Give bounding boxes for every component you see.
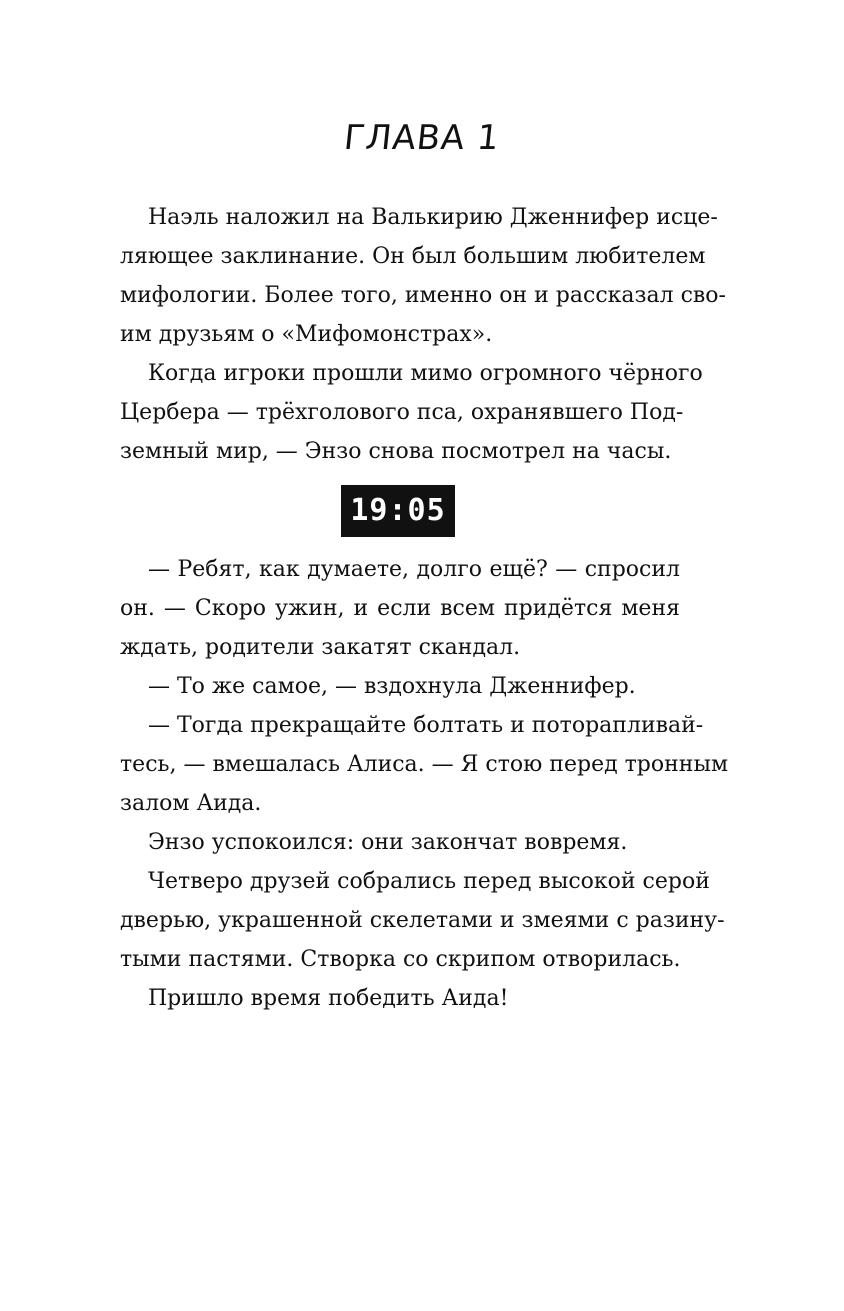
text-line: мифологии. Более того, именно он и рассказал сво- bbox=[120, 283, 726, 308]
text-line: дверью, украшенной скелетами и змеями с разину- bbox=[120, 908, 725, 933]
text-line: — То же самое, — вздохнула Дженнифер. bbox=[148, 674, 636, 699]
text-line: земный мир, — Энзо снова посмотрел на часы. bbox=[120, 439, 672, 464]
text-line: им друзьям о «Мифомонстрах». bbox=[120, 322, 493, 347]
text-block-bottom bbox=[120, 550, 729, 1018]
text-line: — Тогда прекращайте болтать и поторапливай- bbox=[148, 713, 704, 738]
text-line: Пришло время победить Аида! bbox=[148, 986, 509, 1011]
text-line: он. — Скоро ужин, и если всем придётся меня bbox=[120, 596, 680, 621]
chapter-title: ГЛАВА 1 bbox=[342, 118, 502, 158]
paragraph bbox=[148, 823, 680, 862]
paragraph bbox=[148, 979, 680, 1018]
paragraph bbox=[120, 354, 703, 471]
paragraph bbox=[148, 667, 680, 706]
paragraph bbox=[120, 706, 729, 823]
text-line: — Ребят, как думаете, долго ещё? — спросил bbox=[148, 557, 680, 582]
text-line: Четверо друзей собрались перед высокой серой bbox=[148, 869, 710, 894]
text-block-top bbox=[120, 198, 726, 471]
clock-display: 19:05 bbox=[341, 485, 455, 537]
text-line: ждать, родители закатят скандал. bbox=[120, 635, 521, 660]
paragraph bbox=[120, 862, 725, 979]
text-line: Наэль наложил на Валькирию Дженнифер исце- bbox=[148, 205, 718, 230]
paragraph bbox=[120, 550, 680, 667]
text-line: залом Аида. bbox=[120, 791, 262, 816]
text-line: Энзо успокоился: они закончат вовремя. bbox=[148, 830, 628, 855]
paragraph bbox=[120, 198, 726, 354]
text-line: ляющее заклинание. Он был большим любителем bbox=[120, 244, 706, 269]
text-line: Цербера — трёхголового пса, охранявшего Под- bbox=[120, 400, 684, 425]
text-line: тыми пастями. Створка со скрипом отворилась. bbox=[120, 947, 681, 972]
text-line: Когда игроки прошли мимо огромного чёрного bbox=[148, 361, 703, 386]
text-line: тесь, — вмешалась Алиса. — Я стою перед тронным bbox=[120, 752, 729, 777]
